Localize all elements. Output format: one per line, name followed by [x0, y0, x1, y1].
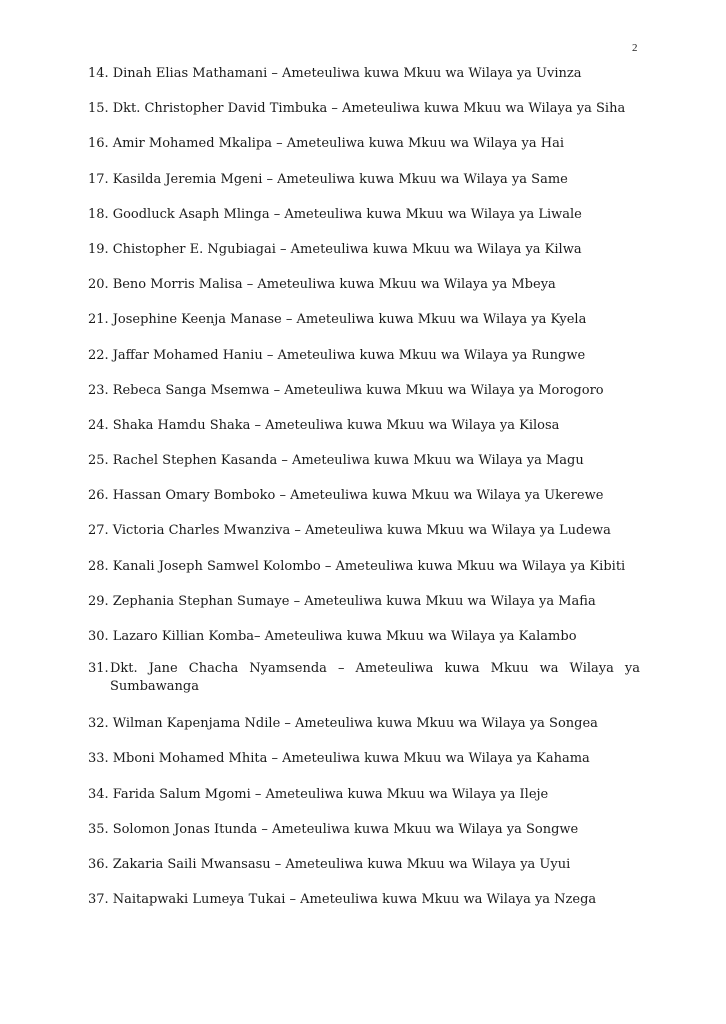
item-text: Solomon Jonas Itunda – Ameteuliwa kuwa Mkuu wa Wilaya ya Songwe: [112, 821, 579, 837]
list-item: [88, 484, 640, 519]
item-text: Dinah Elias Mathamani – Ameteuliwa kuwa Mkuu wa Wilaya ya Uvinza: [112, 66, 582, 81]
item-text: Chistopher E. Ngubiagai – Ameteuliwa kuwa Mkuu wa Wilaya ya Kilwa: [112, 241, 582, 257]
item-text: Rachel Stephen Kasanda – Ameteuliwa kuwa Mkuu wa Wilaya ya Magu: [112, 453, 584, 469]
item-text: Zephania Stephan Sumaye – Ameteuliwa kuwa Mkuu wa Wilaya ya Mafia: [112, 593, 596, 609]
item-text: Kanali Joseph Samwel Kolombo – Ameteuliwa kuwa Mkuu wa Wilaya ya Kibiti: [112, 558, 626, 574]
list-item: [88, 818, 640, 853]
item-number: 19.: [88, 241, 109, 257]
item-number: 23.: [88, 382, 109, 398]
item-number: 31.: [88, 661, 109, 677]
item-number: 25.: [88, 453, 109, 469]
item-number: 21.: [88, 312, 109, 328]
item-number: 26.: [88, 488, 109, 504]
item-text: Rebeca Sanga Msemwa – Ameteuliwa kuwa Mkuu wa Wilaya ya Morogoro: [112, 382, 604, 398]
list-item: [88, 853, 640, 888]
item-number: 36.: [88, 856, 109, 872]
item-number: 27.: [88, 523, 109, 539]
item-text: Kasilda Jeremia Mgeni – Ameteuliwa kuwa Mkuu wa Wilaya ya Same: [112, 171, 568, 187]
item-text: Dkt. Christopher David Timbuka – Ameteuliwa kuwa Mkuu wa Wilaya ya Siha: [112, 101, 626, 117]
list-item: [88, 132, 640, 167]
item-number: 29.: [88, 593, 109, 609]
item-number: 18.: [88, 206, 109, 222]
list-item: [88, 97, 640, 132]
list-item: [88, 590, 640, 625]
item-text: Naitapwaki Lumeya Tukai – Ameteuliwa kuwa Mkuu wa Wilaya ya Nzega: [112, 892, 597, 908]
item-number: 37.: [88, 892, 109, 908]
list-item: [88, 660, 640, 712]
list-item: [88, 888, 640, 923]
item-text: Victoria Charles Mwanziva – Ameteuliwa kuwa Mkuu wa Wilaya ya Ludewa: [112, 523, 611, 539]
item-text: Lazaro Killian Komba– Ameteuliwa kuwa Mkuu wa Wilaya ya Kalambo: [112, 629, 577, 644]
item-number: 20.: [88, 277, 109, 293]
item-text: Beno Morris Malisa – Ameteuliwa kuwa Mkuu wa Wilaya ya Mbeya: [112, 277, 556, 293]
list-item: [88, 555, 640, 590]
item-number: 16.: [88, 136, 109, 152]
item-number: 32.: [88, 716, 109, 732]
item-text: Amir Mohamed Mkalipa – Ameteuliwa kuwa Mkuu wa Wilaya ya Hai: [112, 136, 564, 152]
item-text: Hassan Omary Bomboko – Ameteuliwa kuwa Mkuu wa Wilaya ya Ukerewe: [112, 488, 604, 504]
item-number: 28.: [88, 558, 109, 574]
item-number: 34.: [88, 786, 109, 802]
item-number: 14.: [88, 66, 109, 81]
item-text: Wilman Kapenjama Ndile – Ameteuliwa kuwa Mkuu wa Wilaya ya Songea: [112, 716, 598, 732]
item-text: Jaffar Mohamed Haniu – Ameteuliwa kuwa Mkuu wa Wilaya ya Rungwe: [112, 347, 586, 363]
list-item: [88, 62, 640, 97]
list-item: [88, 238, 640, 273]
item-text: Dkt. Jane Chacha Nyamsenda – Ameteuliwa kuwa Mkuu wa Wilaya ya Sumbawanga: [110, 661, 640, 695]
list-item: [88, 414, 640, 449]
list-item: [88, 203, 640, 238]
list-item: [88, 449, 640, 484]
list-item: [88, 273, 640, 308]
item-number: 33.: [88, 751, 109, 767]
list-item: [88, 519, 640, 554]
list-item: [88, 747, 640, 782]
list-item: [88, 625, 640, 660]
item-text: Zakaria Saili Mwansasu – Ameteuliwa kuwa Mkuu wa Wilaya ya Uyui: [112, 856, 571, 872]
item-text: Shaka Hamdu Shaka – Ameteuliwa kuwa Mkuu wa Wilaya ya Kilosa: [112, 417, 560, 433]
item-number: 22.: [88, 347, 109, 363]
list-item: [88, 379, 640, 414]
list-item: [88, 308, 640, 343]
item-text: Farida Salum Mgomi – Ameteuliwa kuwa Mkuu wa Wilaya ya Ileje: [112, 786, 549, 802]
item-text: Mboni Mohamed Mhita – Ameteuliwa kuwa Mkuu wa Wilaya ya Kahama: [112, 751, 590, 767]
list-item: [88, 783, 640, 818]
appointment-list: [88, 62, 640, 923]
item-text: Goodluck Asaph Mlinga – Ameteuliwa kuwa Mkuu wa Wilaya ya Liwale: [112, 206, 582, 222]
page-number: 2: [632, 42, 638, 54]
item-number: 24.: [88, 417, 109, 433]
item-number: 17.: [88, 171, 109, 187]
list-item: [88, 344, 640, 379]
list-item: [88, 712, 640, 747]
list-item: [88, 168, 640, 203]
item-text: Josephine Keenja Manase – Ameteuliwa kuwa Mkuu wa Wilaya ya Kyela: [112, 312, 587, 328]
item-number: 35.: [88, 821, 109, 837]
item-number: 15.: [88, 101, 109, 117]
item-number: 30.: [88, 629, 109, 644]
